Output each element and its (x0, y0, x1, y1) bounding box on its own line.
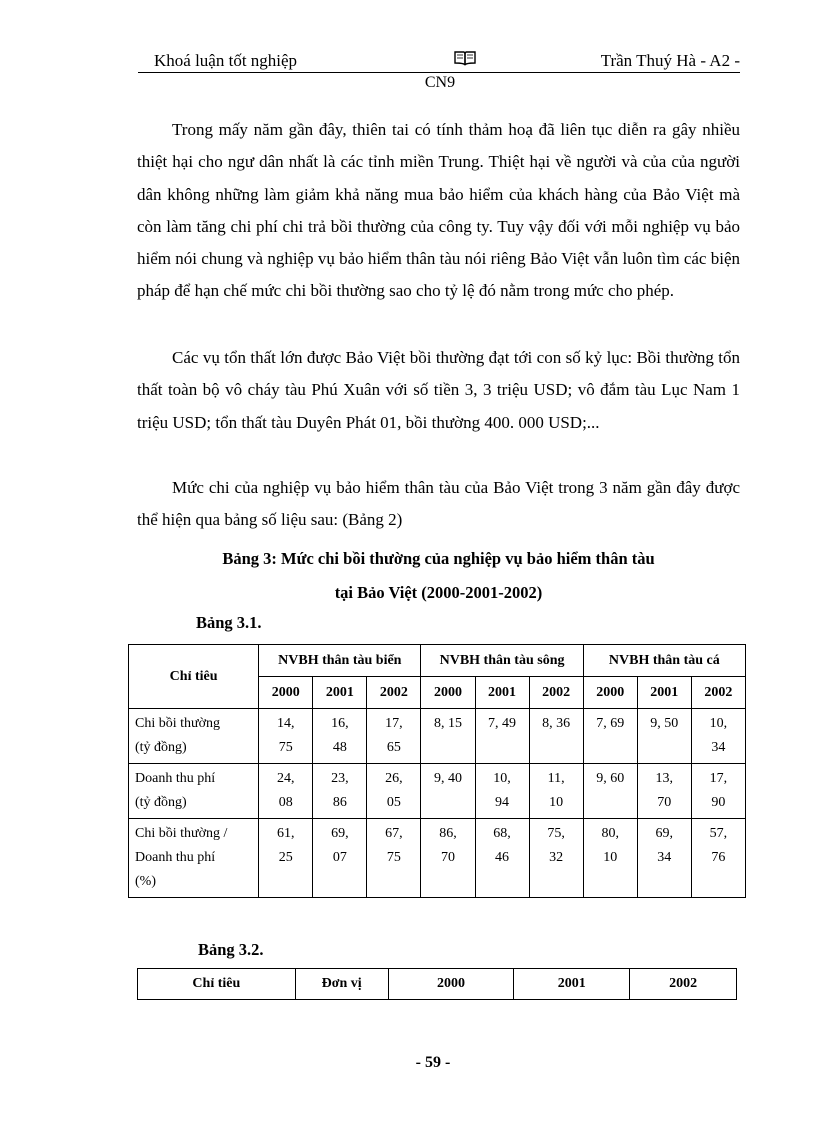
cell-value-line: 10, (709, 716, 728, 731)
cell-value-line: 11, (547, 771, 565, 786)
cell-value-line: 75 (278, 740, 293, 755)
table-cell (583, 819, 637, 898)
table-cell (421, 709, 475, 764)
table-2-header-cell: 2000 (388, 969, 514, 1000)
table-cell (421, 764, 475, 819)
cell-value-line: 94 (495, 795, 510, 810)
cell-value-line: 7, 49 (488, 716, 517, 731)
table-row (129, 819, 746, 898)
cell-value-line: 17, (709, 771, 728, 786)
table-2-header-row (138, 969, 737, 1000)
table-2-header-cell: 2002 (630, 969, 737, 1000)
table-cell (637, 709, 691, 764)
row-label-line: (tỷ đồng) (135, 740, 187, 755)
cell-value-line: 86 (332, 795, 347, 810)
paragraph-2: Các vụ tổn thất lớn được Bảo Việt bồi thường đạt tới con số kỷ lục: Bồi thường tổn thất toàn bộ vô cháy tàu Phú Xuân với số tiền 3, 3 triệu USD; vô đắm tàu Lục Nam 1 triệu USD; tổn thất tàu Duyên Phát 01, bồi thường 400. 000 USD;... (137, 348, 740, 432)
cell-value-line: 46 (495, 850, 510, 865)
header-right-author: Trần Thuý Hà - A2 - (600, 51, 740, 70)
table-cell (529, 709, 583, 764)
cell-value-line: 10 (549, 795, 564, 810)
table-cell (637, 819, 691, 898)
paragraph-1: Trong mấy năm gần đây, thiên tai có tính thảm hoạ đã liên tục diễn ra gây nhiều thiệt hại cho ngư dân nhất là các tỉnh miền Trung. Thiệt hại về người và của của người dân không những làm giảm khả năng mua bảo hiểm của khách hàng của Bảo Việt mà còn làm tăng chi phí chi trả bồi thường của công ty. Tuy vậy đối với mỗi nghiệp vụ bảo hiểm nói chung và nghiệp vụ bảo hiểm thân tàu nói riêng Bảo Việt vẫn luôn tìm các biện pháp để hạn chế mức chi bồi thường sao cho tỷ lệ đó nằm trong mức cho phép. (137, 120, 740, 301)
table-2-header-cell: Đơn vị (295, 969, 388, 1000)
table-cell (313, 709, 367, 764)
cell-value-line: 67, (385, 826, 403, 841)
table-cell (583, 709, 637, 764)
table-cell (637, 764, 691, 819)
table-cell (259, 709, 313, 764)
year-header: 2001 (637, 677, 691, 709)
table-cell (583, 764, 637, 819)
row-label (129, 709, 259, 764)
header-left-title: Khoá luận tốt nghiệp (154, 51, 298, 70)
table-2-caption: Bảng 3.2. (198, 940, 264, 959)
table-cell (691, 819, 745, 898)
cell-value-line: 10 (603, 850, 618, 865)
row-label-line: (tỷ đồng) (135, 795, 187, 810)
cell-value-line: 9, 50 (650, 716, 679, 731)
table-row (129, 709, 746, 764)
year-header: 2000 (583, 677, 637, 709)
cell-value-line: 70 (657, 795, 672, 810)
table-header-corner: Chỉ tiêu (129, 645, 259, 709)
cell-value-line: 9, 40 (433, 771, 462, 786)
row-label-line: Chi bồi thường (135, 716, 220, 731)
table-cell (475, 764, 529, 819)
table-cell (529, 819, 583, 898)
table-1-caption: Bảng 3.1. (196, 613, 262, 632)
cell-value-line: 16, (331, 716, 349, 731)
cell-value-line: 68, (493, 826, 511, 841)
row-label-line: (%) (135, 874, 156, 889)
cell-value-line: 48 (332, 740, 347, 755)
table-title-line-1: Bảng 3: Mức chi bồi thường của nghiệp vụ bảo hiểm thân tàu (222, 549, 655, 568)
cell-value-line: 76 (711, 850, 726, 865)
page-number: - 59 - (415, 1054, 451, 1071)
cell-value-line: 7, 69 (596, 716, 625, 731)
cell-value-line: 24, (276, 771, 295, 786)
cell-value-line: 65 (386, 740, 401, 755)
table-cell (475, 819, 529, 898)
table-cell (367, 764, 421, 819)
cell-value-line: 57, (709, 826, 728, 841)
year-header: 2002 (367, 677, 421, 709)
table-2-header-cell: 2001 (514, 969, 630, 1000)
cell-value-line: 8, 36 (542, 716, 571, 731)
row-label (129, 819, 259, 898)
cell-value-line: 34 (657, 850, 672, 865)
table-cell (259, 764, 313, 819)
row-label (129, 764, 259, 819)
cell-value-line: 9, 60 (596, 771, 625, 786)
cell-value-line: 90 (711, 795, 726, 810)
table-title-line-2: tại Bảo Việt (2000-2001-2002) (334, 583, 543, 602)
year-header: 2002 (691, 677, 745, 709)
cell-value-line: 61, (276, 826, 295, 841)
table-cell (691, 764, 745, 819)
cell-value-line: 10, (493, 771, 511, 786)
table-cell (529, 764, 583, 819)
table-3-2 (137, 968, 737, 1000)
year-header: 2001 (475, 677, 529, 709)
table-cell (313, 764, 367, 819)
header-author-continuation: CN9 (424, 74, 456, 91)
year-header: 2002 (529, 677, 583, 709)
table-cell (475, 709, 529, 764)
cell-value-line: 05 (386, 795, 401, 810)
table-cell (259, 819, 313, 898)
table-header-row-groups (129, 645, 746, 677)
paragraph-3: Mức chi của nghiệp vụ bảo hiểm thân tàu của Bảo Việt trong 3 năm gần đây được thể hiện qua bảng số liệu sau: (Bảng 2) (137, 478, 740, 530)
cell-value-line: 34 (711, 740, 726, 755)
cell-value-line: 70 (440, 850, 455, 865)
year-header: 2000 (259, 677, 313, 709)
row-label-line: Doanh thu phí (135, 771, 216, 786)
row-label-line: Doanh thu phí (135, 850, 216, 865)
cell-value-line: 32 (549, 850, 564, 865)
year-header: 2000 (421, 677, 475, 709)
cell-value-line: 86, (439, 826, 457, 841)
cell-value-line: 14, (276, 716, 295, 731)
cell-value-line: 69, (331, 826, 349, 841)
table-row (129, 764, 746, 819)
cell-value-line: 17, (385, 716, 403, 731)
table-cell (367, 709, 421, 764)
cell-value-line: 25 (278, 850, 293, 865)
table-2-header-cell: Chỉ tiêu (138, 969, 296, 1000)
cell-value-line: 08 (278, 795, 293, 810)
cell-value-line: 23, (331, 771, 349, 786)
table-cell (421, 819, 475, 898)
cell-value-line: 26, (385, 771, 403, 786)
cell-value-line: 75 (386, 850, 401, 865)
table-cell (691, 709, 745, 764)
group-header-fishing: NVBH thân tàu cá (583, 645, 745, 677)
cell-value-line: 69, (655, 826, 674, 841)
group-header-river: NVBH thân tàu sông (421, 645, 583, 677)
table-3-1 (128, 644, 746, 898)
row-label-line: Chi bồi thường / (135, 826, 228, 841)
page-header (138, 50, 740, 73)
group-header-sea: NVBH thân tàu biển (259, 645, 421, 677)
cell-value-line: 80, (601, 826, 619, 841)
book-icon (454, 50, 476, 66)
cell-value-line: 8, 15 (433, 716, 462, 731)
table-cell (367, 819, 421, 898)
table-cell (313, 819, 367, 898)
cell-value-line: 75, (547, 826, 565, 841)
cell-value-line: 13, (655, 771, 674, 786)
year-header: 2001 (313, 677, 367, 709)
cell-value-line: 07 (332, 850, 347, 865)
table-body (129, 709, 746, 898)
